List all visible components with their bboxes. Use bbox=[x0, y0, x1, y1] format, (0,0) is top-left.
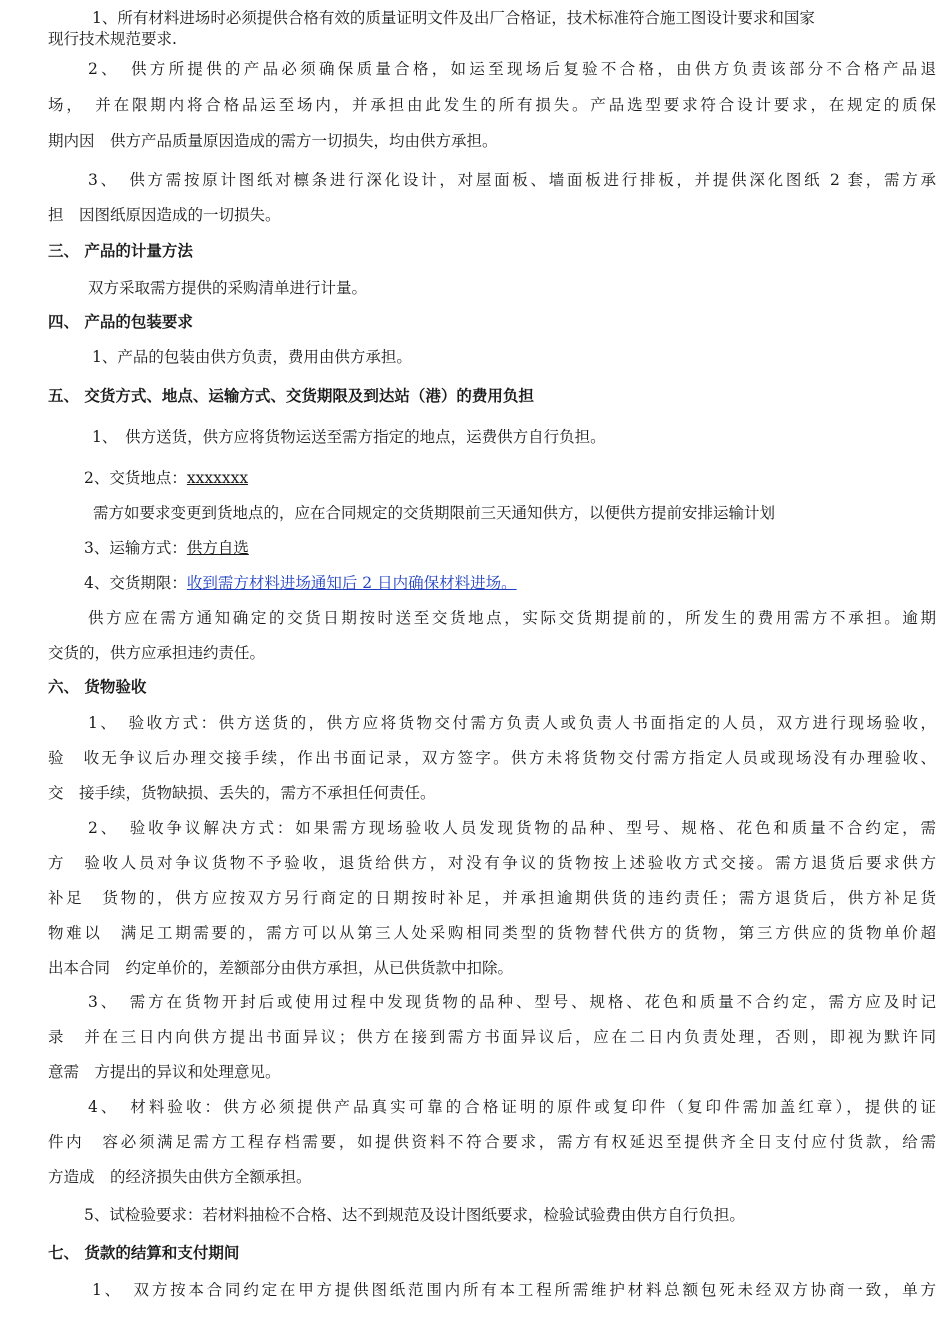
paragraph-line: 期内因 供方产品质量原因造成的需方一切损失，均由供方承担。 bbox=[48, 132, 498, 150]
paragraph-line: 方 验收人员对争议货物不予验收，退货给供方，对没有争议的货物按上述验收方式交接。需方退货后要求供方 bbox=[48, 854, 936, 872]
section-heading: 五、 交货方式、地点、运输方式、交货期限及到达站（港）的费用负担 bbox=[48, 387, 534, 405]
section-heading: 六、 货物验收 bbox=[48, 678, 147, 696]
paragraph-line: 补足 货物的，供方应按双方另行商定的日期按时补足，并承担逾期供货的违约责任；需方退货后，供方补足货 bbox=[48, 889, 936, 907]
paragraph-line: 双方采取需方提供的采购清单进行计量。 bbox=[88, 279, 368, 297]
paragraph-line: 4、 材料验收：供方必须提供产品真实可靠的合格证明的原件或复印件（复印件需加盖红章），提供的证 bbox=[88, 1098, 936, 1116]
section-heading: 七、 货款的结算和支付期间 bbox=[48, 1244, 240, 1262]
transport-method-label: 3、运输方式： bbox=[84, 539, 187, 557]
paragraph-line: 方造成 的经济损失由供方全额承担。 bbox=[48, 1168, 312, 1186]
paragraph-line: 1、所有材料进场时必须提供合格有效的质量证明文件及出厂合格证，技术标准符合施工图设计要求和国家 bbox=[92, 9, 815, 27]
delivery-location-label: 2、交货地点： bbox=[84, 469, 187, 487]
paragraph-line: 物难以 满足工期需要的，需方可以从第三人处采购相同类型的货物替代供方的货物，第三方供应的货物单价超 bbox=[48, 924, 936, 942]
paragraph-line: 意需 方提出的异议和处理意见。 bbox=[48, 1063, 281, 1081]
paragraph-line: 2、 供方所提供的产品必须确保质量合格，如运至现场后复验不合格，由供方负责该部分不合格产品退 bbox=[88, 60, 936, 78]
delivery-deadline-label: 4、交货期限： bbox=[84, 574, 187, 592]
transport-method-line bbox=[84, 537, 932, 559]
delivery-deadline-line bbox=[84, 572, 932, 594]
paragraph-line: 出本合同 约定单价的，差额部分由供方承担，从已供货款中扣除。 bbox=[48, 959, 514, 977]
paragraph-line: 5、试检验要求：若材料抽检不合格、达不到规范及设计图纸要求，检验试验费由供方自行负担。 bbox=[84, 1206, 745, 1224]
paragraph-line: 交 接手续，货物缺损、丢失的，需方不承担任何责任。 bbox=[48, 784, 436, 802]
paragraph-line: 担 因图纸原因造成的一切损失。 bbox=[48, 206, 281, 224]
paragraph-line: 2、 验收争议解决方式：如果需方现场验收人员发现货物的品种、型号、规格、花色和质量不合约定，需 bbox=[88, 819, 936, 837]
paragraph-line: 3、 需方在货物开封后或使用过程中发现货物的品种、型号、规格、花色和质量不合约定，需方应及时记 bbox=[88, 993, 936, 1011]
paragraph-line: 录 并在三日内向供方提出书面异议；供方在接到需方书面异议后，应在二日内负责处理，否则，即视为默许同 bbox=[48, 1028, 936, 1046]
delivery-deadline-value: 收到需方材料进场通知后 2 日内确保材料进场。 bbox=[186, 574, 517, 592]
paragraph-line: 1、 供方送货，供方应将货物运送至需方指定的地点，运费供方自行负担。 bbox=[92, 428, 606, 446]
paragraph-line: 场， 并在限期内将合格品运至场内，并承担由此发生的所有损失。产品选型要求符合设计要求，在规定的质保 bbox=[48, 96, 936, 114]
paragraph-line: 需方如要求变更到货地点的，应在合同规定的交货期限前三天通知供方，以便供方提前安排运输计划 bbox=[93, 504, 776, 522]
paragraph-line: 交货的，供方应承担违约责任。 bbox=[48, 644, 266, 662]
paragraph-line: 件内 容必须满足需方工程存档需要，如提供资料不符合要求，需方有权延迟至提供齐全日支付应付货款，给需 bbox=[48, 1133, 936, 1151]
section-heading: 三、 产品的计量方法 bbox=[48, 242, 193, 260]
delivery-location-line bbox=[84, 467, 932, 489]
transport-method-value: 供方自选 bbox=[186, 539, 249, 557]
paragraph-line: 1、产品的包装由供方负责，费用由供方承担。 bbox=[92, 348, 412, 366]
paragraph-line: 现行技术规范要求. bbox=[48, 30, 177, 48]
section-heading: 四、 产品的包装要求 bbox=[48, 313, 193, 331]
paragraph-line: 验 收无争议后办理交接手续，作出书面记录，双方签字。供方未将货物交付需方指定人员或现场没有办理验收、 bbox=[48, 749, 936, 767]
delivery-location-value: xxxxxxx bbox=[186, 469, 249, 487]
paragraph-line: 供方应在需方通知确定的交货日期按时送至交货地点，实际交货期提前的，所发生的费用需方不承担。逾期 bbox=[88, 609, 936, 627]
paragraph-line: 3、 供方需按原计图纸对檩条进行深化设计，对屋面板、墙面板进行排板，并提供深化图纸 2 套，需方承 bbox=[88, 171, 936, 189]
paragraph-line: 1、 双方按本合同约定在甲方提供图纸范围内所有本工程所需维护材料总额包死未经双方协商一致，单方 bbox=[92, 1281, 936, 1299]
paragraph-line: 1、 验收方式：供方送货的，供方应将货物交付需方负责人或负责人书面指定的人员，双方进行现场验收， bbox=[88, 714, 936, 732]
